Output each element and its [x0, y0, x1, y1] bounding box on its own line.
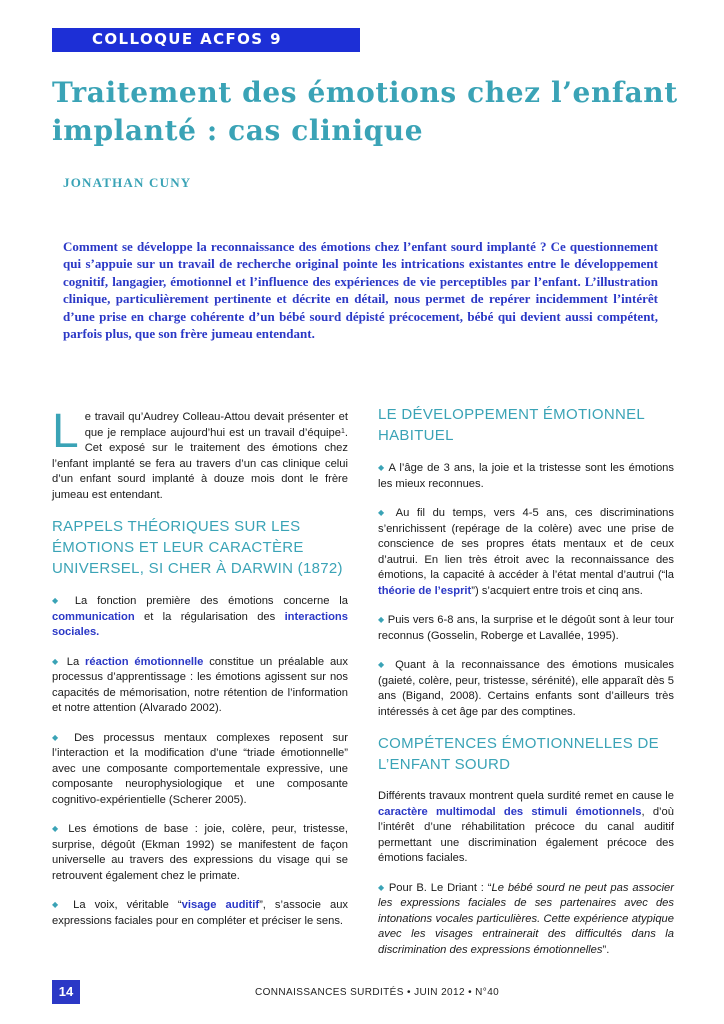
footer-publication: CONNAISSANCES SURDITÉS • JUIN 2012 • N°40	[255, 987, 500, 998]
bullet-emotions-base	[52, 821, 348, 884]
bullet-icon: ◆	[52, 732, 65, 742]
bullet-communication	[52, 593, 348, 641]
opening-paragraph	[52, 405, 348, 503]
footnote-ref[interactable]: 1	[340, 427, 345, 435]
opening-text-end: . Cet exposé sur le traitement des émotions chez l’enfant implanté se fera au travers d’un cas clinique celui d’un enfant sourd implanté à douze mois dont le frère jumeau est entendant.	[52, 426, 348, 501]
opening-text: e travail qu’Audrey Colleau-Attou devait présenter et que je remplace aujourd’hui est un travail d’équipe	[84, 411, 348, 439]
bullet-text: La voix, véritable “	[73, 899, 182, 911]
left-column	[52, 405, 349, 942]
paragraph-text: Différents travaux montrent quela surdité remet en cause le	[378, 790, 674, 802]
keyword-theorie-esprit: théorie de l’esprit	[378, 584, 472, 597]
article-intro: Comment se développe la reconnaissance des émotions chez l’enfant sourd implanté ? Ce questionnement qui s’appuie sur un travail de recherche original pointe les intrications existantes entre le développement cognitif, langagier, émotionnel et l’influence des expériences de vie perceptibles par l’enfant. L’illustration clinique, particulièrement pertinente et décrite en détail, nous permet de repérer incidemment l’intérêt d’une prise en charge cohérente d’un bébé sourd dépisté précocement, bébé qui devient aussi compétent, parfois plus, que son frère jumeau entendant.	[63, 239, 658, 342]
bullet-text: constitue un préalable aux processus d’apprentissage : les émotions agissent sur nos capacités de mémorisation, notre rétention de l’information et notre attention (Alvarado 2002).	[52, 655, 348, 714]
paragraph-text: , d’où l’intérêt d’une réhabilitation précoce du canal auditif permettant une discrimination également précoce des émotions faciales.	[378, 805, 674, 864]
bullet-icon: ◆	[52, 656, 61, 666]
section-heading-rappels: RAPPELS THÉORIQUES SUR LES ÉMOTIONS ET LEUR CARACTÈRE UNIVERSEL, SI CHER À DARWIN (1872)	[52, 518, 343, 577]
bullet-text: Des processus mentaux complexes reposent sur l’interaction et la modification d’une “triade émotionnelle” avec une composante comportementale expressive, une composante neurophysiologique et une composante cognitivo-expérientielle (Scherer 2005).	[52, 731, 348, 806]
bullet-le-driant	[378, 880, 674, 959]
right-column	[378, 404, 674, 971]
bullet-text: Pour B. Le Driant : “	[388, 881, 492, 894]
section-banner	[52, 28, 360, 52]
bullet-icon: ◆	[378, 615, 385, 624]
bullet-text: A l’âge de 3 ans, la joie et la tristesse sont les émotions les mieux reconnues.	[378, 462, 675, 490]
bullet-text: Quant à la reconnaissance des émotions musicales (gaieté, colère, peur, tristesse, sérénité), elle apparaît dès 5 ans (Bigand, 2008). Certains enfants sont d’ailleurs très intéressés à cet âge par des comptines.	[378, 659, 675, 718]
bullet-4-5-ans	[378, 505, 674, 599]
bullet-text: La	[66, 655, 86, 668]
bullet-icon: ◆	[52, 596, 65, 605]
bullet-processus	[52, 730, 348, 809]
quote-text: Le bébé sourd ne peut pas associer les expressions faciales de ses partenaires avec des intonations vocales particulières. Cette expérience atypique avec les visages entrainerait des difficultés dans la discrimination des expressions émotionnelles	[378, 881, 674, 956]
section-heading-competences: COMPÉTENCES ÉMOTIONNELLES DE L’ENFANT SOURD	[378, 735, 659, 773]
bullet-3-ans	[378, 460, 674, 492]
page-number: 14	[58, 984, 74, 999]
keyword-interactions: interactions sociales.	[52, 610, 348, 638]
bullet-text: ”, s’associe aux expressions faciales pour en compléter et préciser le sens.	[52, 899, 349, 927]
bullet-text: et la régularisation des	[134, 610, 285, 623]
bullet-text: Les émotions de base : joie, colère, peur, tristesse, surprise, dégoût (Ekman 1992) se manifestent de façon universelle au travers des expressions du visage qui se retrouvent également chez le primate.	[52, 823, 349, 882]
bullet-voix	[52, 897, 348, 929]
bullet-reaction	[52, 654, 348, 717]
page-number-box	[52, 980, 80, 1004]
keyword-multimodal: caractère multimodal des stimuli émotionnels	[378, 805, 642, 818]
bullet-text: Puis vers 6-8 ans, la surprise et le dégoût sont à leur tour reconnus (Gosselin, Roberge et Lavallée, 1995).	[378, 614, 675, 642]
bullet-icon: ◆	[378, 660, 389, 669]
banner-label: COLLOQUE ACFOS 9	[92, 30, 282, 48]
bullet-icon: ◆	[378, 508, 389, 517]
paragraph-travaux	[378, 789, 674, 867]
bullet-text: Au fil du temps, vers 4-5 ans, ces discriminations s’enrichissent (repérage de la colère) avec une prise de conscience de ses propres états mentaux et de ceux d’autrui. En lien très étroit avec la reconnaissance des émotions, la capacité à accéder à l’état mental d’autrui (“la	[378, 507, 674, 581]
bullet-icon: ◆	[52, 900, 65, 909]
bullet-text: La fonction première des émotions concerne la	[74, 595, 349, 607]
bullet-musicales	[378, 657, 674, 720]
keyword-communication: communication	[52, 610, 135, 623]
bullet-text: ”) s’acquiert entre trois et cinq ans.	[471, 584, 643, 597]
article-title: Traitement des émotions chez l’enfant implanté : cas clinique	[52, 76, 678, 147]
keyword-reaction: réaction émotionnelle	[85, 655, 204, 668]
section-heading-developpement: LE DÉVELOPPEMENT ÉMOTIONNEL HABITUEL	[378, 406, 645, 444]
keyword-visage-auditif: visage auditif	[181, 899, 260, 911]
drop-cap: L	[52, 405, 79, 458]
bullet-6-8-ans	[378, 612, 674, 644]
author-name: JONATHAN CUNY	[63, 175, 192, 190]
bullet-icon: ◆	[52, 824, 62, 833]
bullet-text: ”.	[602, 943, 610, 956]
bullet-icon: ◆	[378, 463, 386, 472]
bullet-icon: ◆	[378, 882, 385, 892]
